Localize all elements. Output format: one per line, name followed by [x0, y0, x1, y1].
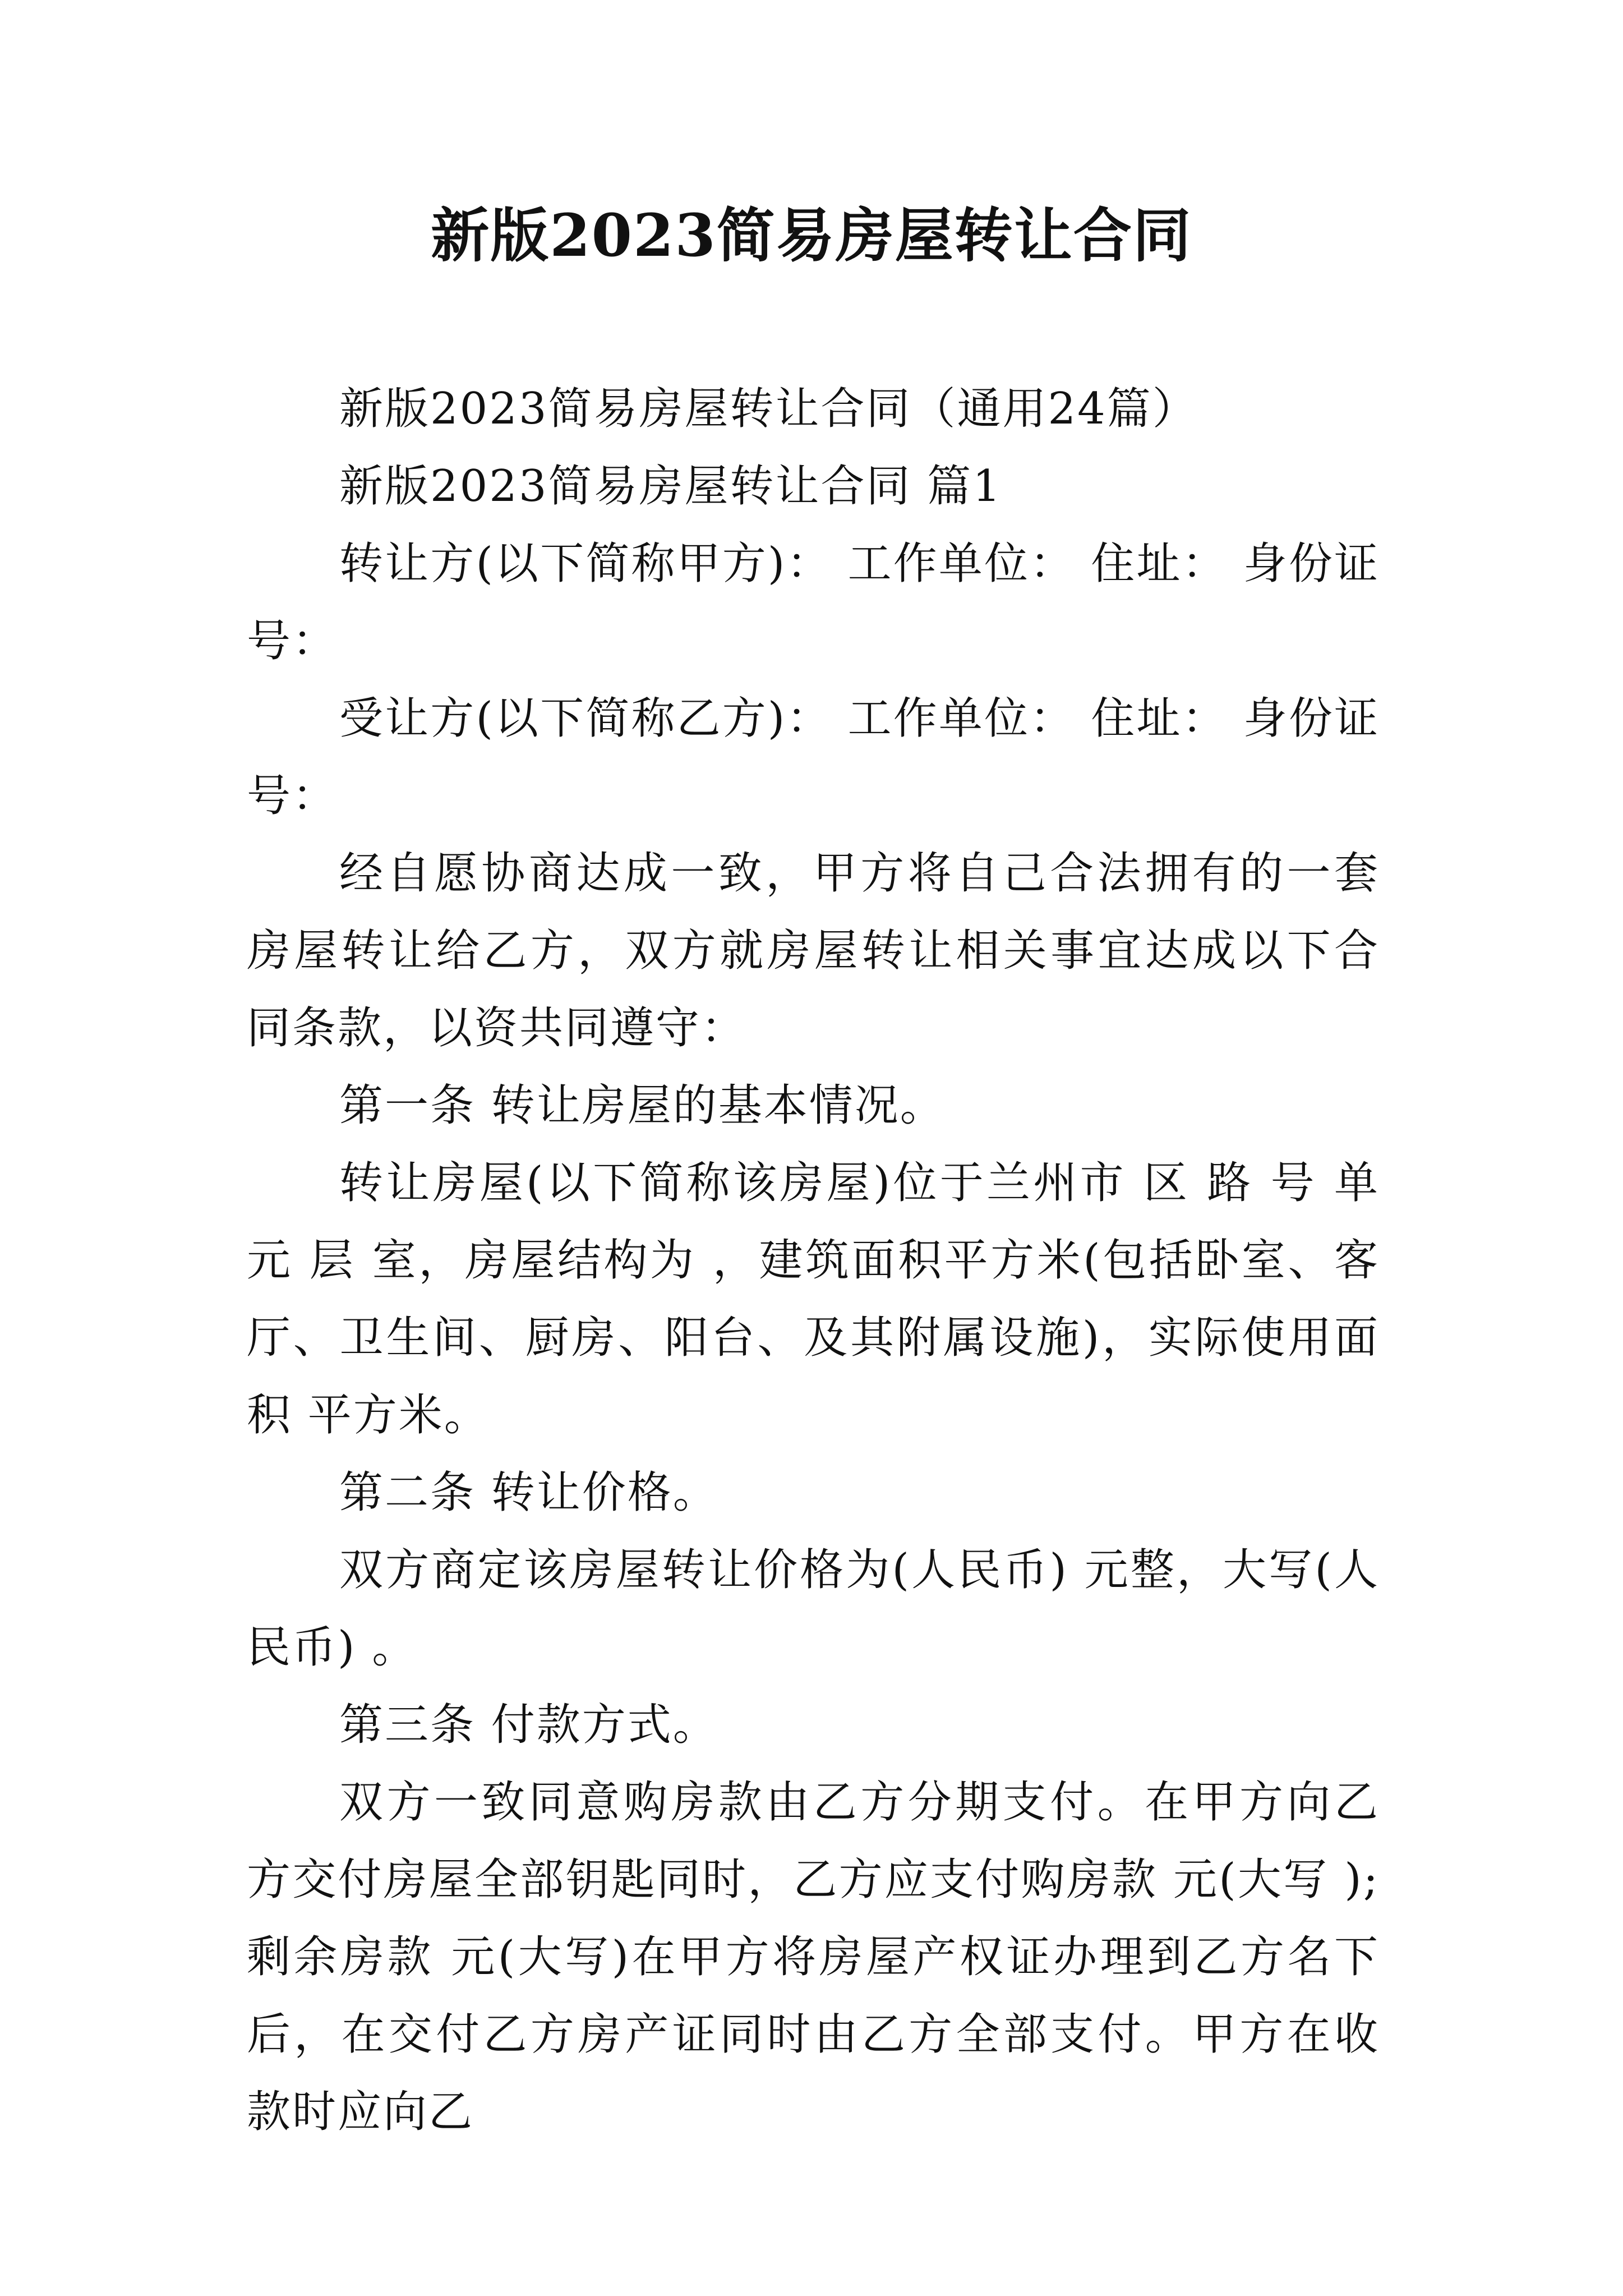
paragraph-article-3-body: 双方一致同意购房款由乙方分期支付。在甲方向乙方交付房屋全部钥匙同时，乙方应支付购房款 元(大写 );剩余房款 元(大写)在甲方将房屋产权证办理到乙方名下后，在交付乙方房产证同时由乙方全部支付。甲方在收款时应向乙 — [247, 1777, 1380, 2137]
document-body — [247, 370, 1380, 2151]
paragraph-article-2-heading: 第二条 转让价格。 — [339, 1467, 718, 1518]
paragraph-transferor: 转让方(以下简称甲方)： 工作单位： 住址： 身份证号： — [247, 539, 1380, 666]
paragraph-article-3-heading: 第三条 付款方式。 — [339, 1700, 718, 1750]
paragraph-section-heading: 新版2023简易房屋转让合同 篇1 — [339, 461, 1002, 512]
paragraph-transferee: 受让方(以下简称乙方)： 工作单位： 住址： 身份证号： — [247, 693, 1380, 821]
paragraph-article-2-body: 双方商定该房屋转让价格为(人民币) 元整，大写(人民币) 。 — [247, 1545, 1380, 1673]
paragraph-article-1-body: 转让房屋(以下简称该房屋)位于兰州市 区 路 号 单元 层 室，房屋结构为 ，建筑面积平方米(包括卧室、客厅、卫生间、厨房、阳台、及其附属设施)，实际使用面积 平方米。 — [247, 1158, 1380, 1441]
document-title: 新版2023简易房屋转让合同 — [431, 201, 1192, 270]
paragraph-preamble: 经自愿协商达成一致，甲方将自己合法拥有的一套房屋转让给乙方，双方就房屋转让相关事宜达成以下合同条款，以资共同遵守： — [247, 848, 1380, 1053]
paragraph-subtitle: 新版2023简易房屋转让合同（通用24篇） — [339, 384, 1198, 434]
paragraph-article-1-heading: 第一条 转让房屋的基本情况。 — [339, 1080, 946, 1131]
